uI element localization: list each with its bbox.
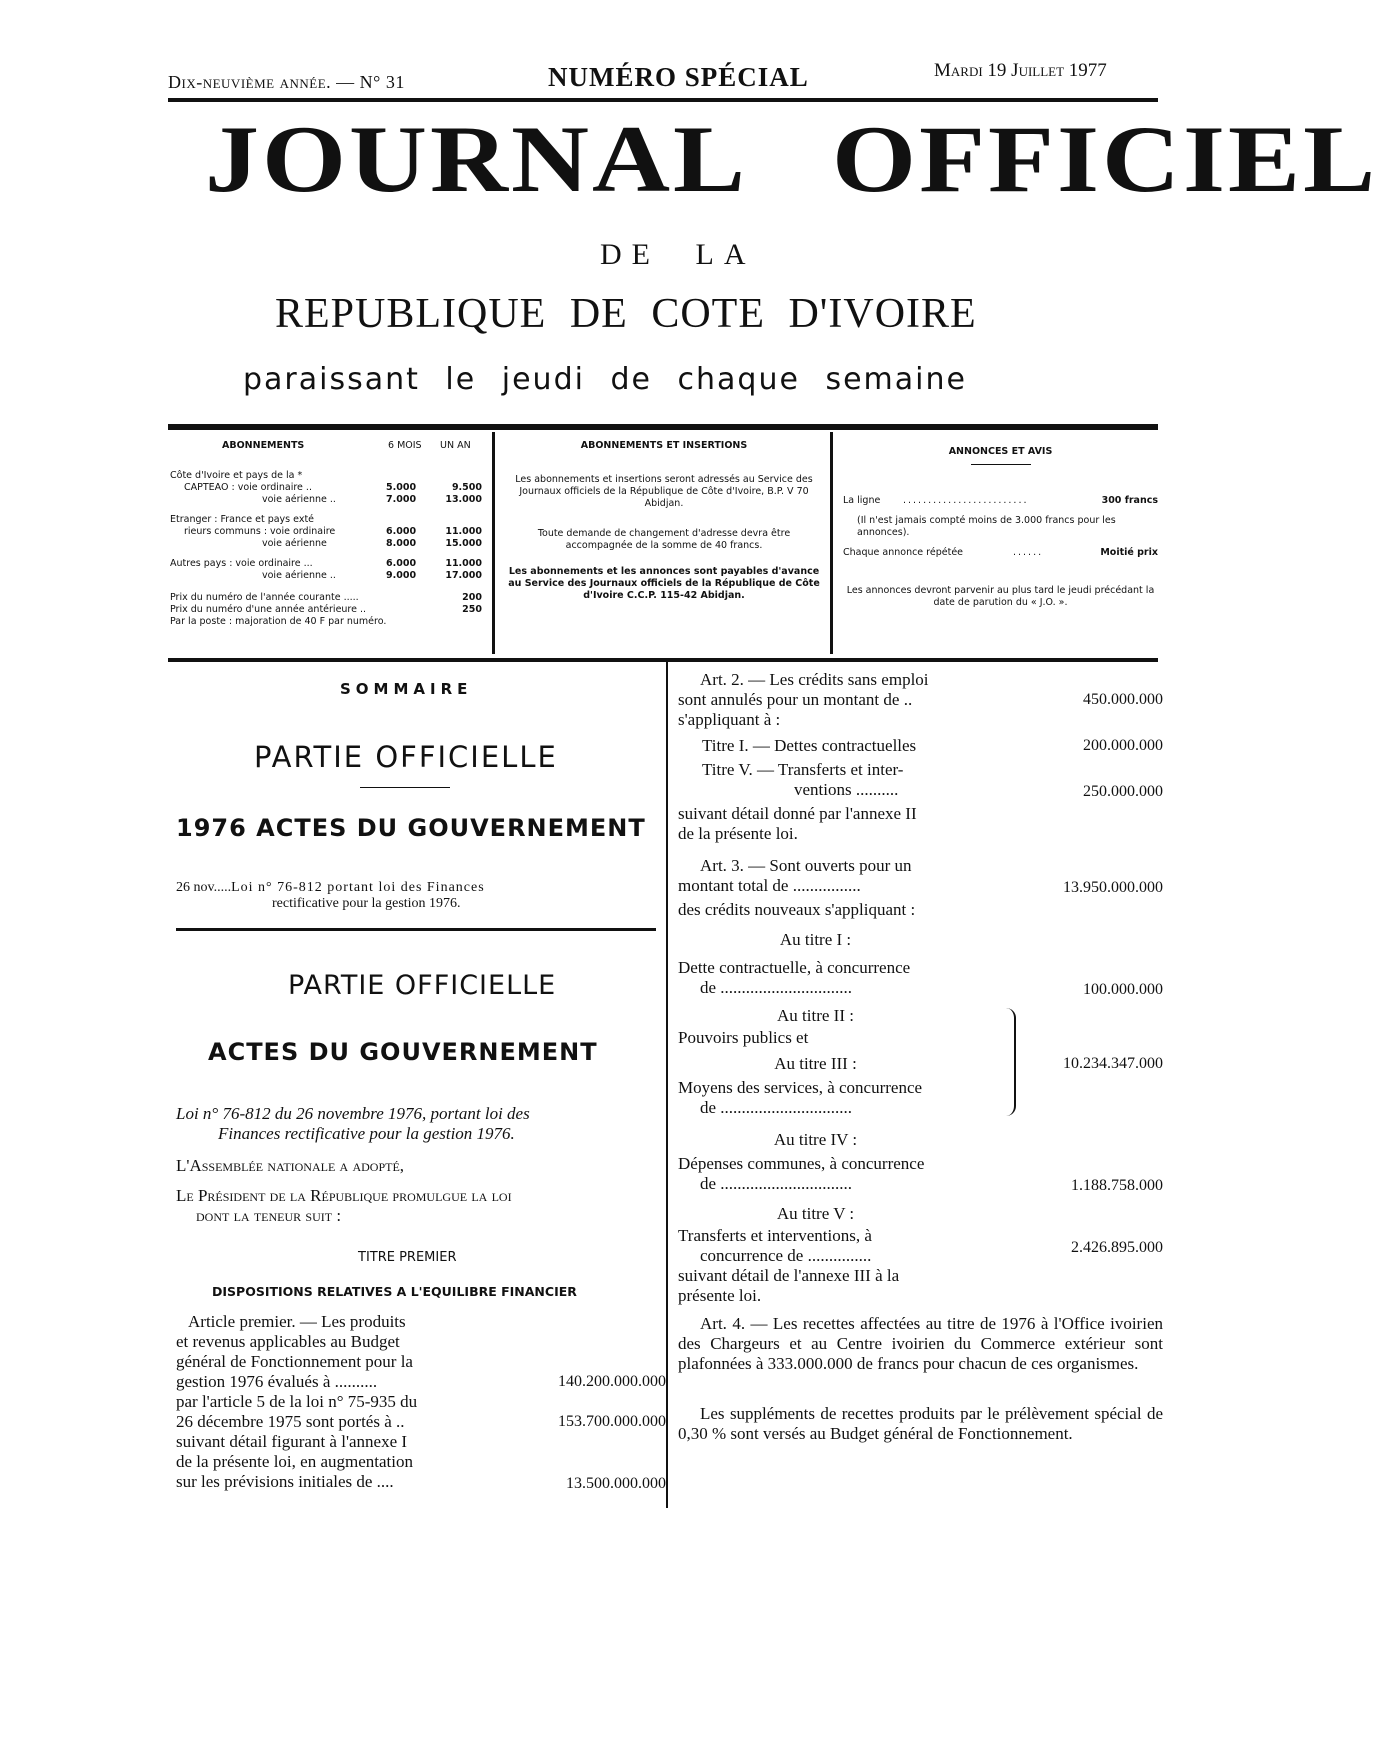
- subscription-rate-row: [170, 514, 486, 526]
- au-titre-1: Au titre I :: [779, 930, 852, 949]
- dette-line-1: Dette contractuelle, à concurrence: [678, 958, 911, 977]
- article-premier-line: gestion 1976 évalués à ..........: [176, 1372, 378, 1391]
- subscription-rates: [170, 470, 486, 582]
- depenses-line-2: de ...............................: [700, 1174, 853, 1193]
- rate-label: voie aérienne ..: [262, 570, 336, 581]
- titre5-amount: 250.000.000: [1083, 783, 1163, 800]
- article-premier: [176, 1312, 666, 1502]
- column-divider: [666, 662, 668, 1508]
- art2-line-2: sont annulés pour un montant de ..: [678, 690, 913, 709]
- rate-un-an: 17.000: [445, 570, 482, 581]
- insertions-header: ABONNEMENTS ET INSERTIONS: [580, 440, 748, 451]
- actes-heading: ACTES DU GOUVERNEMENT: [208, 1038, 598, 1066]
- au-titre-4: Au titre IV :: [773, 1130, 858, 1149]
- titre5-line-2: ventions ..........: [794, 780, 899, 799]
- price-label: Par la poste : majoration de 40 F par numéro.: [170, 616, 387, 627]
- subscription-rate-row: [170, 570, 486, 582]
- rate-label: Côte d'Ivoire et pays de la *: [170, 470, 303, 481]
- art2-line-1: Art. 2. — Les crédits sans emploi: [700, 670, 929, 689]
- title-republic: REPUBLIQUE DE COTE D'IVOIRE: [275, 291, 977, 337]
- rate-label: voie aérienne ..: [262, 494, 336, 505]
- rate-6-mois: 7.000: [386, 494, 417, 505]
- titre5-line-1: Titre V. — Transferts et inter-: [702, 760, 904, 779]
- assemblee-adopte: L'Assemblée nationale a adopté,: [176, 1156, 405, 1175]
- subscriptions-header: ABONNEMENTS: [222, 440, 305, 451]
- annonces-underline: [971, 464, 1031, 465]
- transferts-line-1: Transferts et interventions, à: [678, 1226, 872, 1245]
- titre1-amount: 200.000.000: [1083, 737, 1163, 754]
- sommaire-rule: [176, 928, 656, 931]
- dispositions-heading: DISPOSITIONS RELATIVES A L'EQUILIBRE FINANCIER: [212, 1284, 577, 1299]
- article-premier-line: par l'article 5 de la loi n° 75-935 du: [176, 1392, 418, 1411]
- subscription-rate-row: [170, 470, 486, 482]
- sommaire-heading: SOMMAIRE: [340, 680, 473, 698]
- annexe2-line-1: suivant détail donné par l'annexe II: [678, 804, 917, 823]
- titre-premier: TITRE PREMIER: [358, 1250, 457, 1265]
- titre1-line: Titre I. — Dettes contractuelles: [702, 736, 917, 755]
- sommaire-entry: 26 nov.....Loi n° 76-812 portant loi des Finances rectificative pour la gestion 1976.: [176, 880, 656, 912]
- single-issue-price-row: [170, 604, 486, 616]
- line-price-label: La ligne: [843, 495, 881, 506]
- rate-label: Etranger : France et pays exté: [170, 514, 315, 525]
- rate-un-an: 11.000: [445, 526, 482, 537]
- art1-amount-evalues: 140.200.000.000: [558, 1373, 666, 1390]
- subscription-rate-row: [170, 482, 486, 494]
- art2-amount: 450.000.000: [1083, 691, 1163, 708]
- transferts-line-4: présente loi.: [678, 1286, 762, 1305]
- repeat-label: Chaque annonce répétée: [843, 547, 964, 558]
- price-value: 250: [462, 604, 482, 615]
- rate-6-mois: 5.000: [386, 482, 417, 493]
- art1-amount-augmentation: 13.500.000.000: [566, 1475, 666, 1492]
- transferts-amount: 2.426.895.000: [1071, 1239, 1163, 1256]
- loi-title-line-2: Finances rectificative pour la gestion 1976.: [218, 1124, 515, 1143]
- art1-amount-portes: 153.700.000.000: [558, 1413, 666, 1430]
- line-price-value: 300 francs: [1101, 495, 1158, 506]
- art3-line-1: Art. 3. — Sont ouverts pour un: [700, 856, 912, 875]
- subscription-rate-row: [170, 558, 486, 570]
- article-premier-line: sur les prévisions initiales de ....: [176, 1472, 394, 1491]
- rate-un-an: 11.000: [445, 558, 482, 569]
- insertions-change-address: Toute demande de changement d'adresse devra être accompagnée de la somme de 40 francs.: [537, 528, 791, 551]
- col-6-mois: 6 MOIS: [388, 440, 422, 451]
- president-promulgue: [176, 1186, 661, 1226]
- president-line-2: dont la teneur suit :: [196, 1206, 342, 1225]
- article-premier-text: [176, 1312, 506, 1492]
- issue-number: Dix-neuvième année. — N° 31: [168, 72, 405, 92]
- sommaire-partie-officielle: PARTIE OFFICIELLE: [254, 740, 558, 774]
- sommaire-actes-heading: 1976 ACTES DU GOUVERNEMENT: [176, 814, 646, 842]
- sommaire-entry-text: Loi n° 76-812 portant loi des Finances: [231, 880, 485, 895]
- sommaire-entry-date: 26 nov.: [176, 880, 218, 895]
- art2-line-3: s'appliquant à :: [678, 710, 781, 729]
- rate-label: CAPTEAO : voie ordinaire ..: [184, 482, 312, 493]
- sommaire-entry-text-2: rectificative pour la gestion 1976.: [272, 896, 461, 911]
- subscription-rate-row: [170, 494, 486, 506]
- rate-label: Autres pays : voie ordinaire ...: [170, 558, 313, 569]
- dette-amount: 100.000.000: [1083, 981, 1163, 998]
- repeat-value: Moitié prix: [1100, 547, 1158, 558]
- publication-tagline: paraissant le jeudi de chaque semaine: [243, 362, 967, 397]
- supplements-paragraph: Les suppléments de recettes produits par le prélèvement spécial de 0,30 % sont versés au Budget général de Fonctionnement.: [678, 1404, 1163, 1443]
- box-divider-1: [492, 432, 495, 654]
- rate-label: voie aérienne: [262, 538, 327, 549]
- art3-amount: 13.950.000.000: [1063, 879, 1163, 896]
- au-titre-5: Au titre V :: [776, 1204, 855, 1223]
- price-label: Prix du numéro d'une année antérieure ..: [170, 604, 367, 615]
- subscription-rate-row: [170, 538, 486, 550]
- rate-un-an: 13.000: [445, 494, 482, 505]
- price-value: 200: [462, 592, 482, 603]
- rate-un-an: 9.500: [451, 482, 482, 493]
- subscriptions-box: [170, 440, 486, 628]
- single-issue-price-row: [170, 592, 486, 604]
- dette-line-2: de ...............................: [700, 978, 853, 997]
- moyens-line-2: de ...............................: [700, 1098, 853, 1117]
- group-amount: 10.234.347.000: [1063, 1055, 1163, 1072]
- annonces-deadline: Les annonces devront parvenir au plus tard le jeudi précédant la date de parution du « J.O. ».: [846, 585, 1155, 608]
- annonces-header: ANNONCES ET AVIS: [948, 446, 1053, 457]
- masthead-rule-top: [168, 98, 1158, 102]
- annexe2-line-2: de la présente loi.: [678, 824, 798, 843]
- price-label: Prix du numéro de l'année courante .....: [170, 592, 359, 603]
- article-premier-line: et revenus applicables au Budget: [176, 1332, 400, 1351]
- article-premier-line: suivant détail figurant à l'annexe I: [176, 1432, 408, 1451]
- rate-6-mois: 6.000: [386, 558, 417, 569]
- president-line-1: Le Président de la République promulgue la loi: [176, 1186, 512, 1205]
- art3-line-3: des crédits nouveaux s'appliquant :: [678, 900, 916, 919]
- rate-6-mois: 9.000: [386, 570, 417, 581]
- right-column: [678, 670, 1163, 1510]
- subscription-rate-row: [170, 526, 486, 538]
- insertions-payment: Les abonnements et les annonces sont payables d'avance au Service des Journaux officiels de la République de Côte d'Ivoire C.C.P. 115-42 Abidjan.: [508, 566, 820, 601]
- pouvoirs-line: Pouvoirs publics et: [678, 1028, 809, 1047]
- rate-un-an: 15.000: [445, 538, 482, 549]
- loi-title-line-1: Loi n° 76-812 du 26 novembre 1976, portant loi des: [176, 1104, 530, 1123]
- masthead-rule-bottom: [168, 424, 1158, 430]
- moyens-line-1: Moyens des services, à concurrence: [678, 1078, 923, 1097]
- art4-paragraph: Art. 4. — Les recettes affectées au titre de 1976 à l'Office ivoirien des Chargeurs et au Centre ivoirien du Commerce extérieur sont plafonnées à 333.000.000 de francs pour chacun de ces organismes.: [678, 1314, 1163, 1373]
- rate-label: rieurs communs : voie ordinaire: [184, 526, 336, 537]
- depenses-amount: 1.188.758.000: [1071, 1177, 1163, 1194]
- single-issue-price-row: [170, 616, 486, 628]
- article-premier-line: général de Fonctionnement pour la: [176, 1352, 413, 1371]
- loi-title: [176, 1104, 661, 1144]
- art3-line-2: montant total de ................: [678, 876, 861, 895]
- group-brace: [1006, 1008, 1016, 1116]
- rate-6-mois: 8.000: [386, 538, 417, 549]
- annonces-minimum-note: (Il n'est jamais compté moins de 3.000 francs pour les annonces).: [857, 515, 1116, 538]
- au-titre-3: Au titre III :: [774, 1054, 857, 1073]
- article-premier-line: de la présente loi, en augmentation: [176, 1452, 413, 1471]
- boxes-rule-bottom: [168, 658, 1158, 662]
- au-titre-2: Au titre II :: [777, 1006, 854, 1025]
- rate-6-mois: 6.000: [386, 526, 417, 537]
- article-premier-line: 26 décembre 1975 sont portés à ..: [176, 1412, 405, 1431]
- article-premier-line: Article premier. — Les produits: [188, 1312, 406, 1331]
- insertions-box: [505, 440, 823, 602]
- sommaire-partie-underline: [360, 787, 450, 788]
- special-issue-label: NUMÉRO SPÉCIAL: [548, 62, 809, 92]
- partie-officielle-heading: PARTIE OFFICIELLE: [288, 970, 557, 1001]
- insertions-address: Les abonnements et insertions seront adressés au Service des Journaux officiels de la République de Côte d'Ivoire, B.P. V 70 Abidjan.: [515, 474, 813, 509]
- col-un-an: UN AN: [440, 440, 471, 451]
- title-de-la: DE LA: [600, 238, 756, 271]
- single-issue-prices: [170, 592, 486, 628]
- issue-date: Mardi 19 Juillet 1977: [934, 60, 1107, 81]
- transferts-line-3: suivant détail de l'annexe III à la: [678, 1266, 900, 1285]
- journal-title: JOURNAL OFFICIEL: [205, 107, 1378, 213]
- depenses-line-1: Dépenses communes, à concurrence: [678, 1154, 925, 1173]
- box-divider-2: [830, 432, 833, 654]
- annonces-box: ANNONCES ET AVIS La ligne ......................... 300 francs (Il n'est jamais compté moins de 3.000 francs pour les annonces). Chaque annonce répétée ...... Moitié prix Les annonces devront parvenir au plus tard le jeudi précédant la date de parution du « J.O. ».: [843, 446, 1158, 608]
- transferts-line-2: concurrence de ...............: [700, 1246, 872, 1265]
